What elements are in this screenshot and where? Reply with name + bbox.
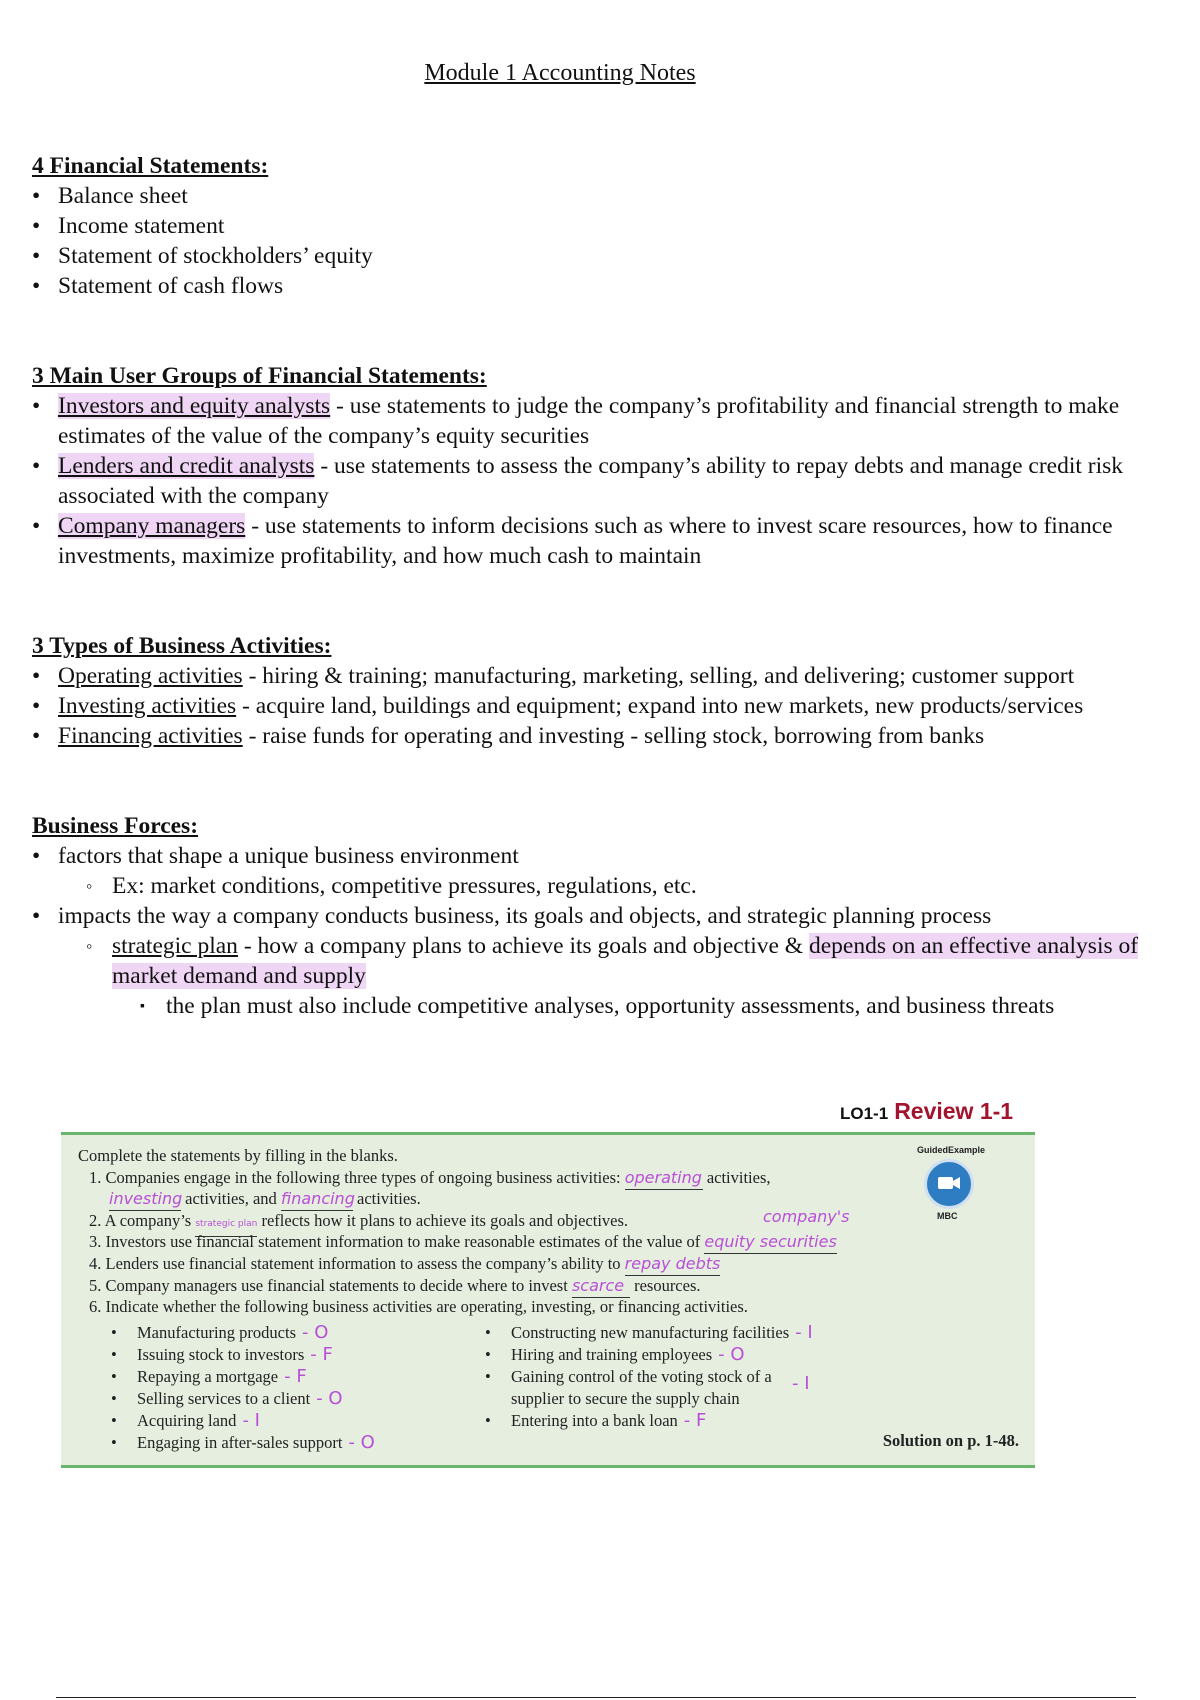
activity-item: • Gaining control of the voting stock of a: [485, 1366, 813, 1388]
activity-item: • Engaging in after-sales support - O: [111, 1432, 375, 1454]
activity-item: • Manufacturing products - O: [111, 1322, 375, 1344]
financial-statements-list: [32, 181, 1192, 301]
handwritten-answer: investing: [109, 1188, 181, 1211]
list-item: • impacts the way a company conducts business, its goals and objects, and strategic planning process: [32, 901, 1192, 931]
question-text: 3. Investors use financial statement information to make reasonable estimates of the value of: [89, 1232, 701, 1251]
highlighted-text: depends on an effective analysis of market demand and supply: [112, 933, 1139, 989]
handwritten-answer: - I: [795, 1322, 813, 1343]
list-item: [32, 391, 1192, 451]
list-subitem: ◦ Ex: market conditions, competitive pressures, regulations, etc.: [86, 871, 1192, 901]
description: - raise funds for operating and investing - selling stock, borrowing from banks: [242, 723, 985, 749]
list-item: [32, 661, 1192, 691]
list-item: • Statement of cash flows: [32, 271, 1192, 301]
handwritten-answer: - I: [792, 1373, 810, 1394]
activity-item: • Issuing stock to investors - F: [111, 1344, 375, 1366]
question-1-cont: [109, 1188, 421, 1211]
activity-item: • Hiring and training employees - O: [485, 1344, 813, 1366]
question-1: [89, 1167, 771, 1190]
handwritten-answer: - I: [242, 1410, 260, 1431]
user-groups-section: [32, 361, 1192, 571]
question-text: 1. Companies engage in the following three types of ongoing business activities:: [89, 1168, 621, 1187]
handwritten-answer: - F: [284, 1366, 307, 1387]
question-text: activities.: [357, 1189, 421, 1208]
list-item: [32, 721, 1192, 751]
question-text: 5. Company managers use financial statements to decide where to invest: [89, 1276, 568, 1295]
review-box: [61, 1132, 1035, 1468]
activity-item: • Selling services to a client - O: [111, 1388, 375, 1410]
review-intro: Complete the statements by filling in the blanks.: [78, 1146, 398, 1165]
activity-item: • Entering into a bank loan - F: [485, 1410, 813, 1432]
question-text: 4. Lenders use financial statement information to assess the company’s ability to: [89, 1254, 621, 1273]
activity-item: • Acquiring land - I: [111, 1410, 375, 1432]
learning-objective-label: LO1-1: [840, 1104, 889, 1123]
guided-example-badge[interactable]: [915, 1145, 987, 1225]
list-item: [32, 691, 1192, 721]
review-header: [840, 1098, 1013, 1125]
question-4: [89, 1253, 720, 1276]
activity-item: • Repaying a mortgage - F: [111, 1366, 375, 1388]
question-6: 6. Indicate whether the following business activities are operating, investing, or financing activities.: [89, 1297, 748, 1316]
description: - how a company plans to achieve its goals and objective &: [237, 933, 809, 959]
handwritten-answer: - F: [310, 1344, 333, 1365]
user-groups-heading: 3 Main User Groups of Financial Statements:: [32, 363, 487, 389]
activity-item-continued: supplier to secure the supply chain: [511, 1389, 740, 1408]
question-text: resources.: [634, 1276, 701, 1295]
list-item: • Statement of stockholders’ equity: [32, 241, 1192, 271]
list-item: [32, 451, 1192, 511]
term: Operating activities: [58, 663, 243, 689]
business-forces-list: [32, 841, 1192, 1021]
list-item: • factors that shape a unique business environment: [32, 841, 1192, 871]
activities-left-column: [111, 1322, 375, 1454]
activities-right-column: [485, 1322, 813, 1432]
list-subitem: [86, 931, 1192, 991]
question-text: activities, and: [185, 1189, 277, 1208]
activity-item: • Constructing new manufacturing facilities - I: [485, 1322, 813, 1344]
term: Investing activities: [58, 693, 237, 719]
list-item: • Balance sheet: [32, 181, 1192, 211]
description: - use statements to inform decisions such as where to invest scare resources, how to finance investments, maximize profitability, and how much cash to maintain: [58, 513, 1113, 569]
list-subsubitem: ▪ the plan must also include competitive analyses, opportunity assessments, and business threats: [140, 991, 1192, 1021]
handwritten-answer: - F: [683, 1410, 707, 1431]
business-activities-section: [32, 631, 1192, 751]
handwritten-note: company's: [763, 1207, 850, 1226]
handwritten-answer: equity securities: [704, 1231, 836, 1254]
page-title: Module 1 Accounting Notes: [424, 60, 696, 86]
handwritten-answer: - O: [348, 1432, 375, 1453]
business-forces-heading: Business Forces:: [32, 813, 199, 839]
financial-statements-section: [32, 151, 1192, 301]
mbc-label: MBC: [937, 1211, 958, 1221]
question-3: [89, 1231, 837, 1254]
description: - acquire land, buildings and equipment; expand into new markets, new products/services: [236, 693, 1084, 719]
description: - use statements to judge the company’s profitability and financial strength to make estimates of the value of the company’s equity securities: [58, 393, 1120, 449]
question-text: activities,: [706, 1168, 771, 1187]
list-item: • Income statement: [32, 211, 1192, 241]
guided-example-label: GuidedExample: [916, 1145, 986, 1155]
term: Investors and equity analysts: [58, 393, 331, 419]
review-title: Review 1-1: [894, 1098, 1014, 1124]
question-text: reflects how it plans to achieve its goals and objectives.: [261, 1211, 629, 1230]
business-forces-section: [32, 811, 1192, 1021]
list-item: [32, 511, 1192, 571]
description: - hiring & training; manufacturing, marketing, selling, and delivering; customer support: [242, 663, 1075, 689]
handwritten-answer: repay debts: [625, 1253, 721, 1276]
handwritten-answer: operating: [625, 1167, 703, 1190]
term: strategic plan: [112, 933, 238, 959]
question-5: [89, 1275, 701, 1298]
handwritten-answer: - O: [718, 1344, 745, 1365]
user-groups-list: [32, 391, 1192, 571]
video-camera-icon: [924, 1159, 974, 1209]
term: Company managers: [58, 513, 246, 539]
bottom-divider: [56, 1697, 1136, 1698]
solution-reference: Solution on p. 1-48.: [882, 1431, 1019, 1450]
handwritten-answer: - O: [302, 1322, 329, 1343]
handwritten-answer: - O: [316, 1388, 343, 1409]
term: Lenders and credit analysts: [58, 453, 315, 479]
business-activities-heading: 3 Types of Business Activities:: [32, 633, 332, 659]
term: Financing activities: [58, 723, 243, 749]
question-text: 2. A company’s: [89, 1211, 192, 1230]
description: - use statements to assess the company’s ability to repay debts and manage credit risk associated with the company: [58, 453, 1124, 509]
handwritten-answer: scarce: [572, 1275, 630, 1298]
financial-statements-heading: 4 Financial Statements:: [32, 153, 269, 179]
handwritten-answer: strategic plan: [195, 1214, 257, 1237]
business-activities-list: [32, 661, 1192, 751]
handwritten-answer: financing: [281, 1188, 353, 1211]
